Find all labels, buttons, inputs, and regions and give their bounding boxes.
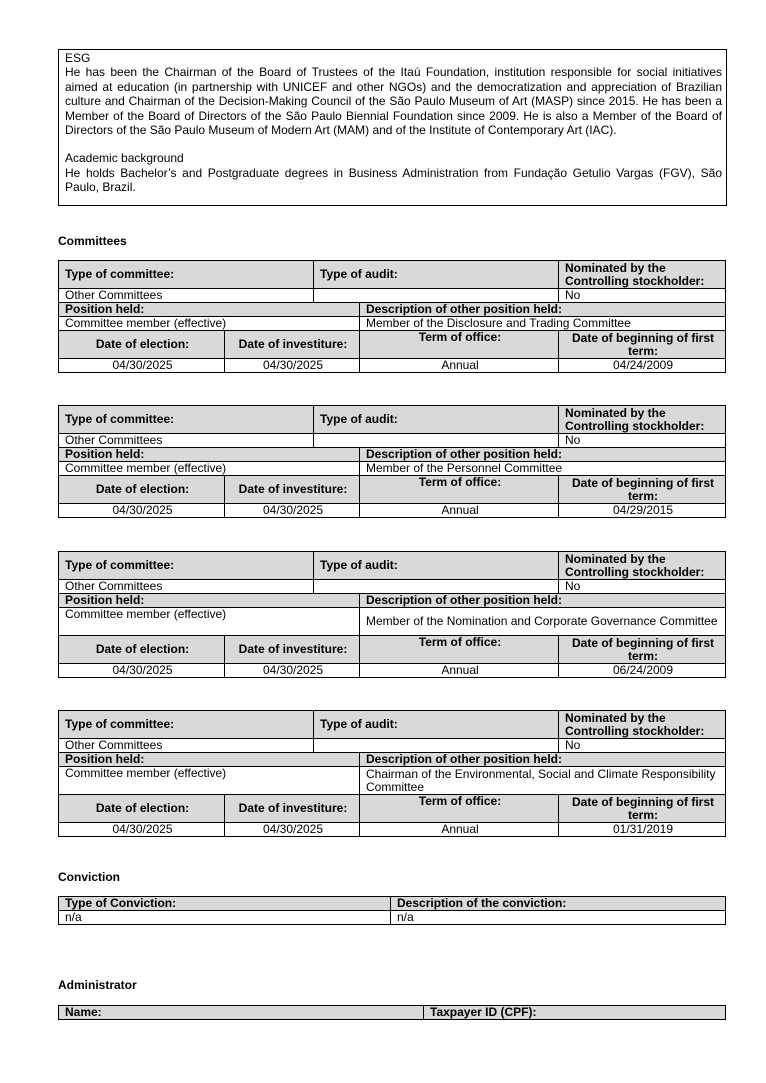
conviction-description-value: n/a [391, 911, 726, 925]
description-value: Member of the Disclosure and Trading Committee [360, 317, 726, 331]
nominated-label: Nominated by the Controlling stockholder: [559, 406, 726, 434]
position-held-value: Committee member (effective) [59, 608, 360, 636]
description-other-label: Description of other position held: [360, 448, 726, 462]
position-held-value: Committee member (effective) [59, 462, 360, 476]
date-first-term-value: 04/24/2009 [559, 359, 726, 373]
date-first-term-value: 01/31/2019 [559, 823, 726, 837]
term-office-label: Term of office: [360, 331, 559, 359]
administrator-name-label: Name: [59, 1006, 424, 1020]
position-held-label: Position held: [59, 448, 360, 462]
date-investiture-value: 04/30/2025 [225, 664, 360, 678]
type-of-audit-label: Type of audit: [314, 261, 559, 289]
term-office-value: Annual [360, 504, 559, 518]
type-of-committee-label: Type of committee: [59, 261, 314, 289]
date-first-term-value: 06/24/2009 [559, 664, 726, 678]
nominated-value: No [559, 434, 726, 448]
nominated-label: Nominated by the Controlling stockholder: [559, 711, 726, 739]
position-held-label: Position held: [59, 594, 360, 608]
administrator-title: Administrator [58, 978, 137, 992]
date-investiture-label: Date of investiture: [225, 636, 360, 664]
term-office-label: Term of office: [360, 476, 559, 504]
date-first-term-value: 04/29/2015 [559, 504, 726, 518]
date-investiture-label: Date of investiture: [225, 476, 360, 504]
nominated-value: No [559, 289, 726, 303]
date-first-term-label: Date of beginning of first term: [559, 476, 726, 504]
conviction-type-value: n/a [59, 911, 391, 925]
type-of-audit-label: Type of audit: [314, 406, 559, 434]
esg-text: He has been the Chairman of the Board of Trustees of the Itaú Foundation, institution responsible for social initiatives aimed at education (in partnership with UNICEF and other NGOs) and the democratization and appreciation of Brazilian culture and Chairman of the Decision-Making Council of the São Paulo Museum of Art (MASP) since 2015. He has been a Member of the Board of Directors of the São Paulo Biennial Foundation since 2009. He is also a Member of the Board of Directors of the São Paulo Museum of Modern Art (MAM) and of the Institute of Contemporary Art (IAC). [65, 65, 722, 138]
position-held-value: Committee member (effective) [59, 317, 360, 331]
conviction-title: Conviction [58, 870, 120, 884]
committee-table [58, 405, 726, 518]
type-of-committee-label: Type of committee: [59, 406, 314, 434]
position-held-value: Committee member (effective) [59, 767, 360, 795]
date-election-value: 04/30/2025 [59, 823, 225, 837]
date-election-label: Date of election: [59, 476, 225, 504]
academic-text: He holds Bachelor’s and Postgraduate degrees in Business Administration from Fundação Getulio Vargas (FGV), São Paulo, Brazil. [65, 165, 722, 195]
term-office-value: Annual [360, 359, 559, 373]
date-first-term-label: Date of beginning of first term: [559, 795, 726, 823]
date-investiture-label: Date of investiture: [225, 795, 360, 823]
date-election-value: 04/30/2025 [59, 359, 225, 373]
date-election-value: 04/30/2025 [59, 664, 225, 678]
description-other-label: Description of other position held: [360, 753, 726, 767]
conviction-table [58, 896, 726, 925]
date-investiture-value: 04/30/2025 [225, 504, 360, 518]
type-of-audit-label: Type of audit: [314, 711, 559, 739]
date-investiture-value: 04/30/2025 [225, 359, 360, 373]
audit-type-value [314, 289, 559, 303]
audit-type-value [314, 739, 559, 753]
conviction-type-label: Type of Conviction: [59, 897, 391, 911]
term-office-value: Annual [360, 664, 559, 678]
committee-type-value: Other Committees [59, 580, 314, 594]
audit-type-value [314, 580, 559, 594]
description-value: Chairman of the Environmental, Social and Climate Responsibility Committee [360, 767, 726, 795]
committee-type-value: Other Committees [59, 289, 314, 303]
type-of-committee-label: Type of committee: [59, 552, 314, 580]
esg-heading: ESG [65, 51, 91, 65]
administrator-cpf-label: Taxpayer ID (CPF): [424, 1006, 726, 1020]
date-investiture-value: 04/30/2025 [225, 823, 360, 837]
term-office-label: Term of office: [360, 795, 559, 823]
date-election-value: 04/30/2025 [59, 504, 225, 518]
date-first-term-label: Date of beginning of first term: [559, 636, 726, 664]
date-election-label: Date of election: [59, 795, 225, 823]
administrator-table [58, 1005, 726, 1020]
term-office-label: Term of office: [360, 636, 559, 664]
position-held-label: Position held: [59, 303, 360, 317]
biography-box [58, 49, 727, 206]
type-of-audit-label: Type of audit: [314, 552, 559, 580]
description-value: Member of the Nomination and Corporate Governance Committee [360, 608, 726, 636]
date-election-label: Date of election: [59, 331, 225, 359]
committee-table [58, 551, 726, 678]
academic-heading: Academic background [65, 151, 184, 166]
description-other-label: Description of other position held: [360, 594, 726, 608]
committees-title: Committees [58, 234, 127, 248]
type-of-committee-label: Type of committee: [59, 711, 314, 739]
term-office-value: Annual [360, 823, 559, 837]
committee-type-value: Other Committees [59, 434, 314, 448]
audit-type-value [314, 434, 559, 448]
committee-type-value: Other Committees [59, 739, 314, 753]
date-election-label: Date of election: [59, 636, 225, 664]
nominated-label: Nominated by the Controlling stockholder: [559, 261, 726, 289]
description-value: Member of the Personnel Committee [360, 462, 726, 476]
nominated-label: Nominated by the Controlling stockholder: [559, 552, 726, 580]
committee-table [58, 260, 726, 373]
date-first-term-label: Date of beginning of first term: [559, 331, 726, 359]
conviction-description-label: Description of the conviction: [391, 897, 726, 911]
date-investiture-label: Date of investiture: [225, 331, 360, 359]
committee-table [58, 710, 726, 837]
nominated-value: No [559, 580, 726, 594]
nominated-value: No [559, 739, 726, 753]
description-other-label: Description of other position held: [360, 303, 726, 317]
position-held-label: Position held: [59, 753, 360, 767]
